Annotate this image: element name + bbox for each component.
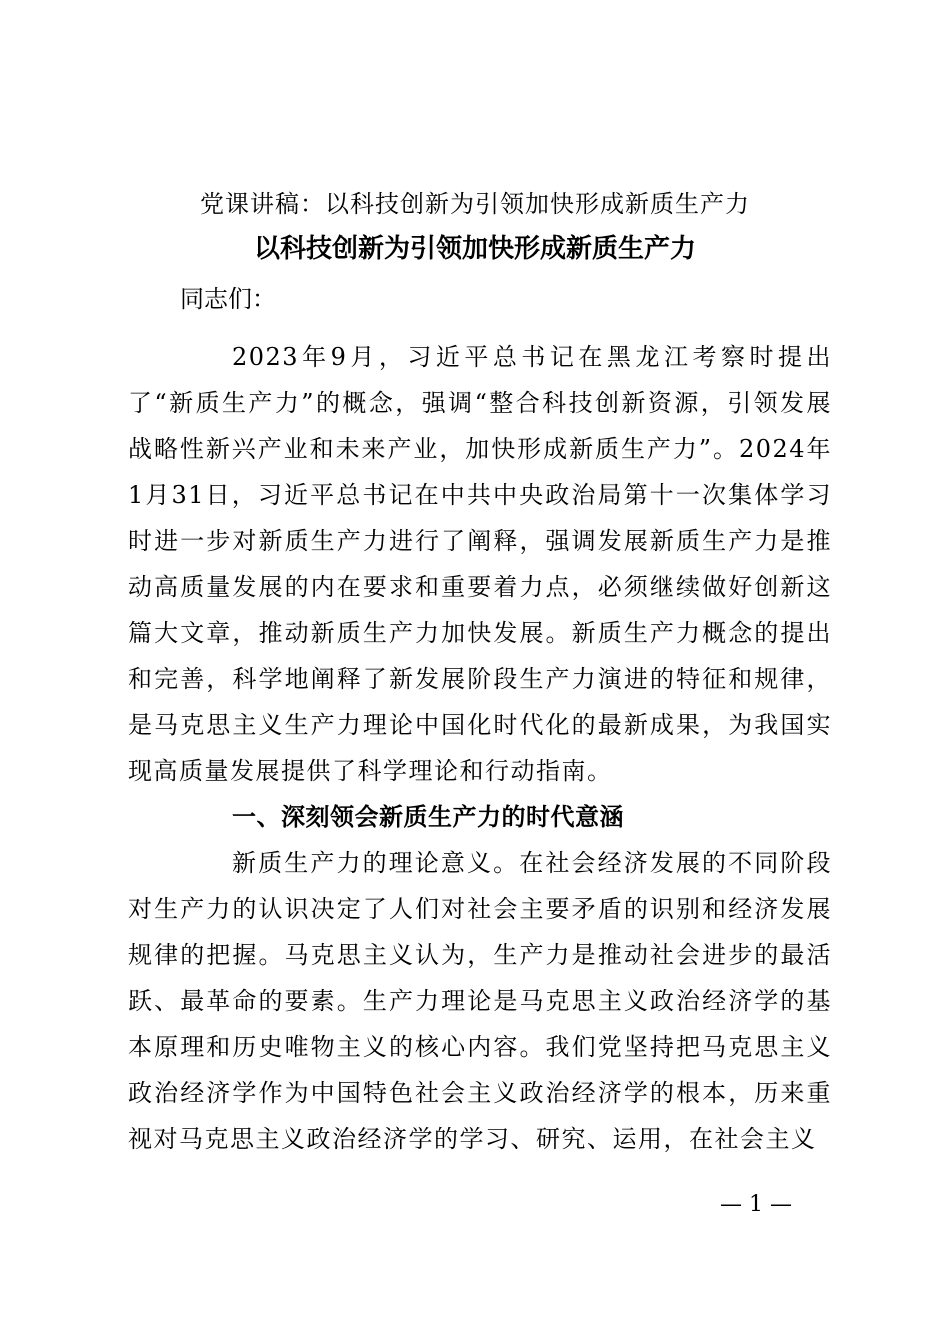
section-paragraph: 新质生产力的理论意义。在社会经济发展的不同阶段对生产力的认识决定了人们对社会主要矛盾的识别和经济发展规律的把握。马克思主义认为，生产力是推动社会进步的最活跃、最革命的要素。生产力理论是马克思主义政治经济学的基本原理和历史唯物主义的核心内容。我们党坚持把马克思主义政治经济学作为中国特色社会主义政治经济学的根本，历来重视对马克思主义政治经济学的学习、研究、运用，在社会主义 xyxy=(128,849,832,1153)
main-title: 以科技创新为引领加快形成新质生产力 xyxy=(253,234,696,264)
intro-paragraph: 2023年9月，习近平总书记在黑龙江考察时提出了“新质生产力”的概念，强调“整合科技创新资源，引领发展战略性新兴产业和未来产业，加快形成新质生产力”。2024年1月31日，习近平总书记在中共中央政治局第十一次集体学习时进一步对新质生产力进行了阐释，强调发展新质生产力是推动高质量发展的内在要求和重要着力点，必须继续做好创新这篇大文章，推动新质生产力加快发展。新质生产力概念的提出和完善，科学地阐释了新发展阶段生产力演进的特征和规律，是马克思主义生产力理论中国化时代化的最新成果，为我国实现高质量发展提供了科学理论和行动指南。 xyxy=(128,343,832,785)
header-title: 党课讲稿：以科技创新为引领加快形成新质生产力 xyxy=(200,190,750,218)
salutation: 同志们： xyxy=(180,285,276,313)
page-number: — 1 — xyxy=(720,1192,792,1217)
document-body xyxy=(128,280,832,1162)
section-heading: 一、深刻领会新质生产力的时代意涵 xyxy=(232,803,624,831)
